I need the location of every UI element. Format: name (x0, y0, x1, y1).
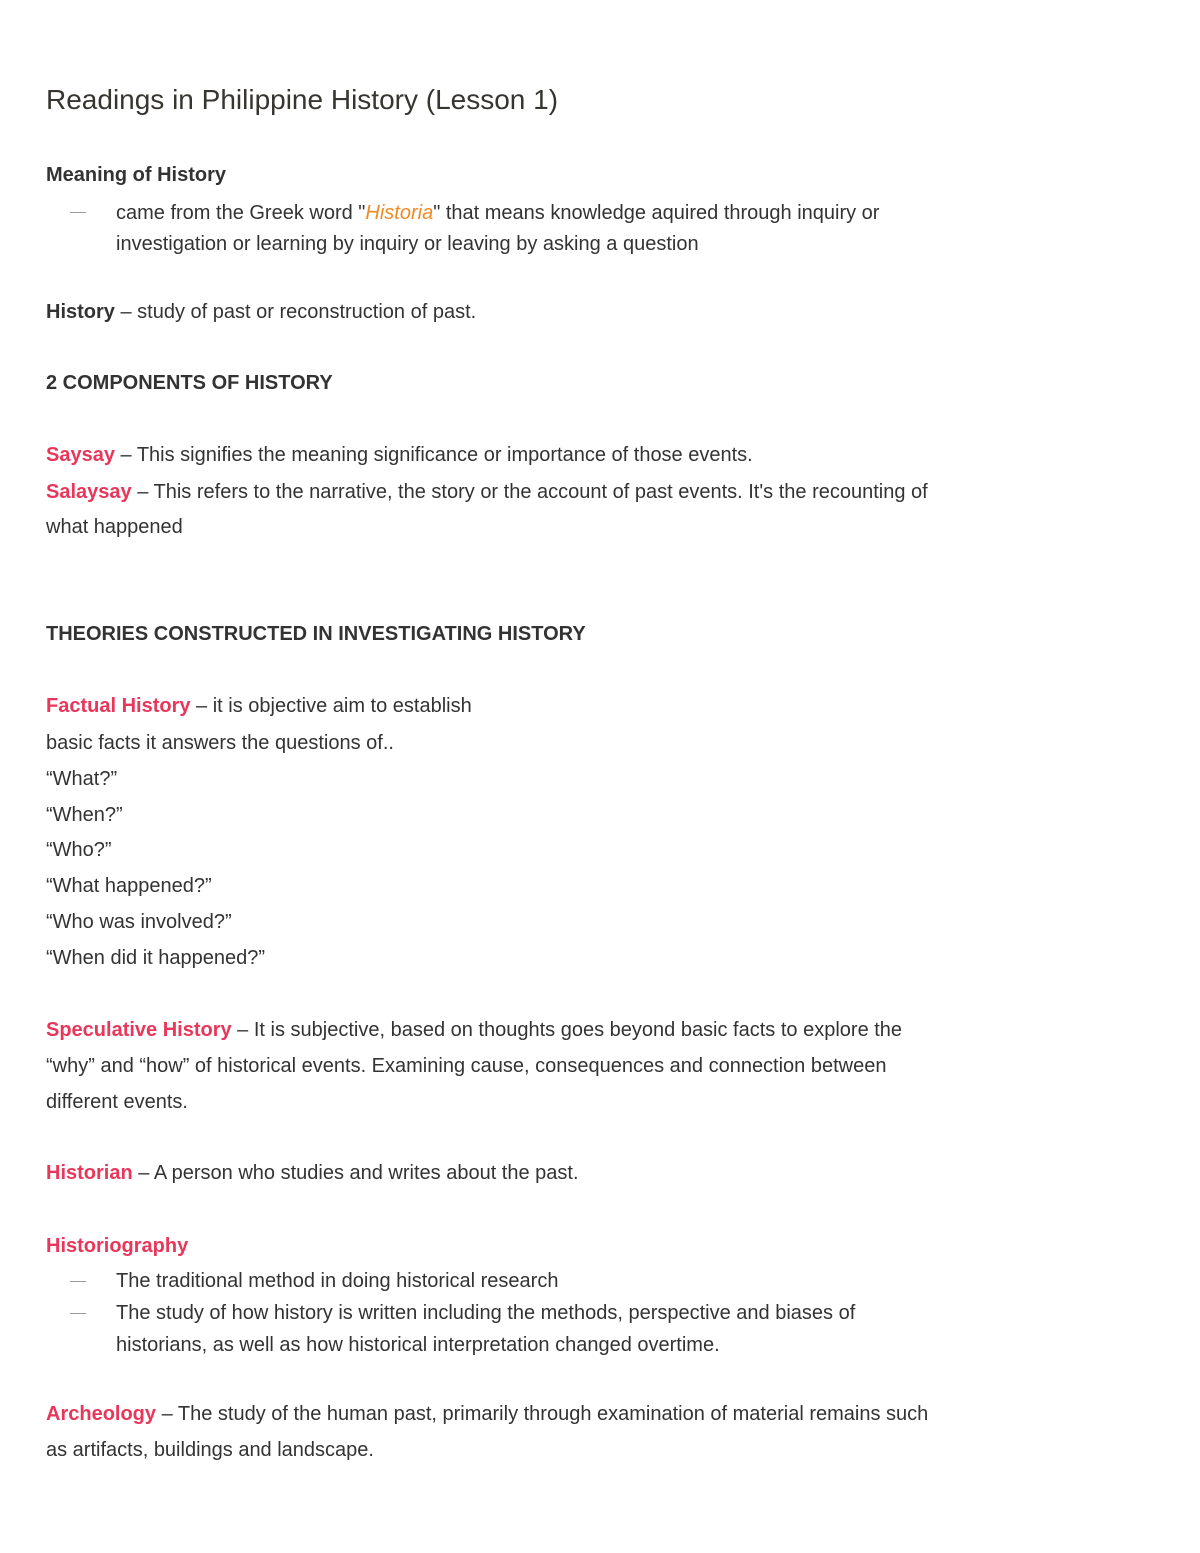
speculative-term: Speculative History (46, 1019, 232, 1041)
question-item: “What happened?” (46, 875, 212, 897)
dash-bullet-icon (70, 212, 86, 213)
historian-term: Historian (46, 1162, 133, 1184)
historiography-bullet2-line2: historians, as well as how historical interpretation changed overtime. (116, 1334, 720, 1356)
salaysay-term: Salaysay (46, 481, 132, 503)
question-item: “When did it happened?” (46, 947, 266, 969)
archeology-line2: as artifacts, buildings and landscape. (46, 1439, 374, 1461)
speculative-line2: “why” and “how” of historical events. Examining cause, consequences and connection between (46, 1055, 887, 1077)
theories-heading: THEORIES CONSTRUCTED IN INVESTIGATING HISTORY (46, 623, 586, 645)
components-heading: 2 COMPONENTS OF HISTORY (46, 372, 333, 394)
saysay-line (46, 437, 753, 473)
meaning-bullet-line2: investigation or learning by inquiry or leaving by asking a question (116, 233, 699, 255)
archeology-term: Archeology (46, 1403, 157, 1425)
page-title: Readings in Philippine History (Lesson 1) (46, 84, 559, 115)
history-term: History (46, 301, 115, 323)
history-text: – study of past or reconstruction of past. (114, 301, 477, 323)
dash-bullet-icon (70, 1281, 86, 1282)
speculative-line (46, 1012, 902, 1048)
meaning-text-a: came from the Greek word " (116, 202, 366, 224)
historiography-bullet1: The traditional method in doing historical research (116, 1270, 559, 1292)
meaning-text-b: " that means knowledge aquired through inquiry or (433, 202, 880, 224)
archeology-text: – The study of the human past, primarily through examination of material remains such (156, 1403, 929, 1425)
historian-line (46, 1155, 579, 1191)
saysay-text: – This signifies the meaning significance or importance of those events. (114, 444, 753, 466)
factual-text: – it is objective aim to establish (190, 695, 472, 717)
question-item: “Who was involved?” (46, 911, 232, 933)
factual-line2: basic facts it answers the questions of.. (46, 732, 394, 754)
salaysay-line2: what happened (46, 516, 183, 538)
historian-text: – A person who studies and writes about the past. (132, 1162, 579, 1184)
speculative-line3: different events. (46, 1091, 188, 1113)
salaysay-line (46, 474, 928, 510)
question-item: “When?” (46, 804, 123, 826)
saysay-term: Saysay (46, 444, 115, 466)
historia-word: Historia (365, 202, 434, 224)
question-item: “What?” (46, 768, 118, 790)
factual-term: Factual History (46, 695, 191, 717)
dash-bullet-icon (70, 1313, 86, 1314)
historiography-bullet2-line1: The study of how history is written including the methods, perspective and biases of (116, 1302, 856, 1324)
history-definition (46, 294, 476, 330)
historiography-term: Historiography (46, 1235, 189, 1257)
meaning-heading: Meaning of History (46, 164, 227, 186)
speculative-text: – It is subjective, based on thoughts goes beyond basic facts to explore the (231, 1019, 903, 1041)
factual-line (46, 688, 472, 724)
salaysay-text: – This refers to the narrative, the story or the account of past events. It's the recounting of (131, 481, 928, 503)
archeology-line (46, 1396, 928, 1432)
question-item: “Who?” (46, 839, 112, 861)
meaning-bullet-line1 (116, 197, 879, 229)
